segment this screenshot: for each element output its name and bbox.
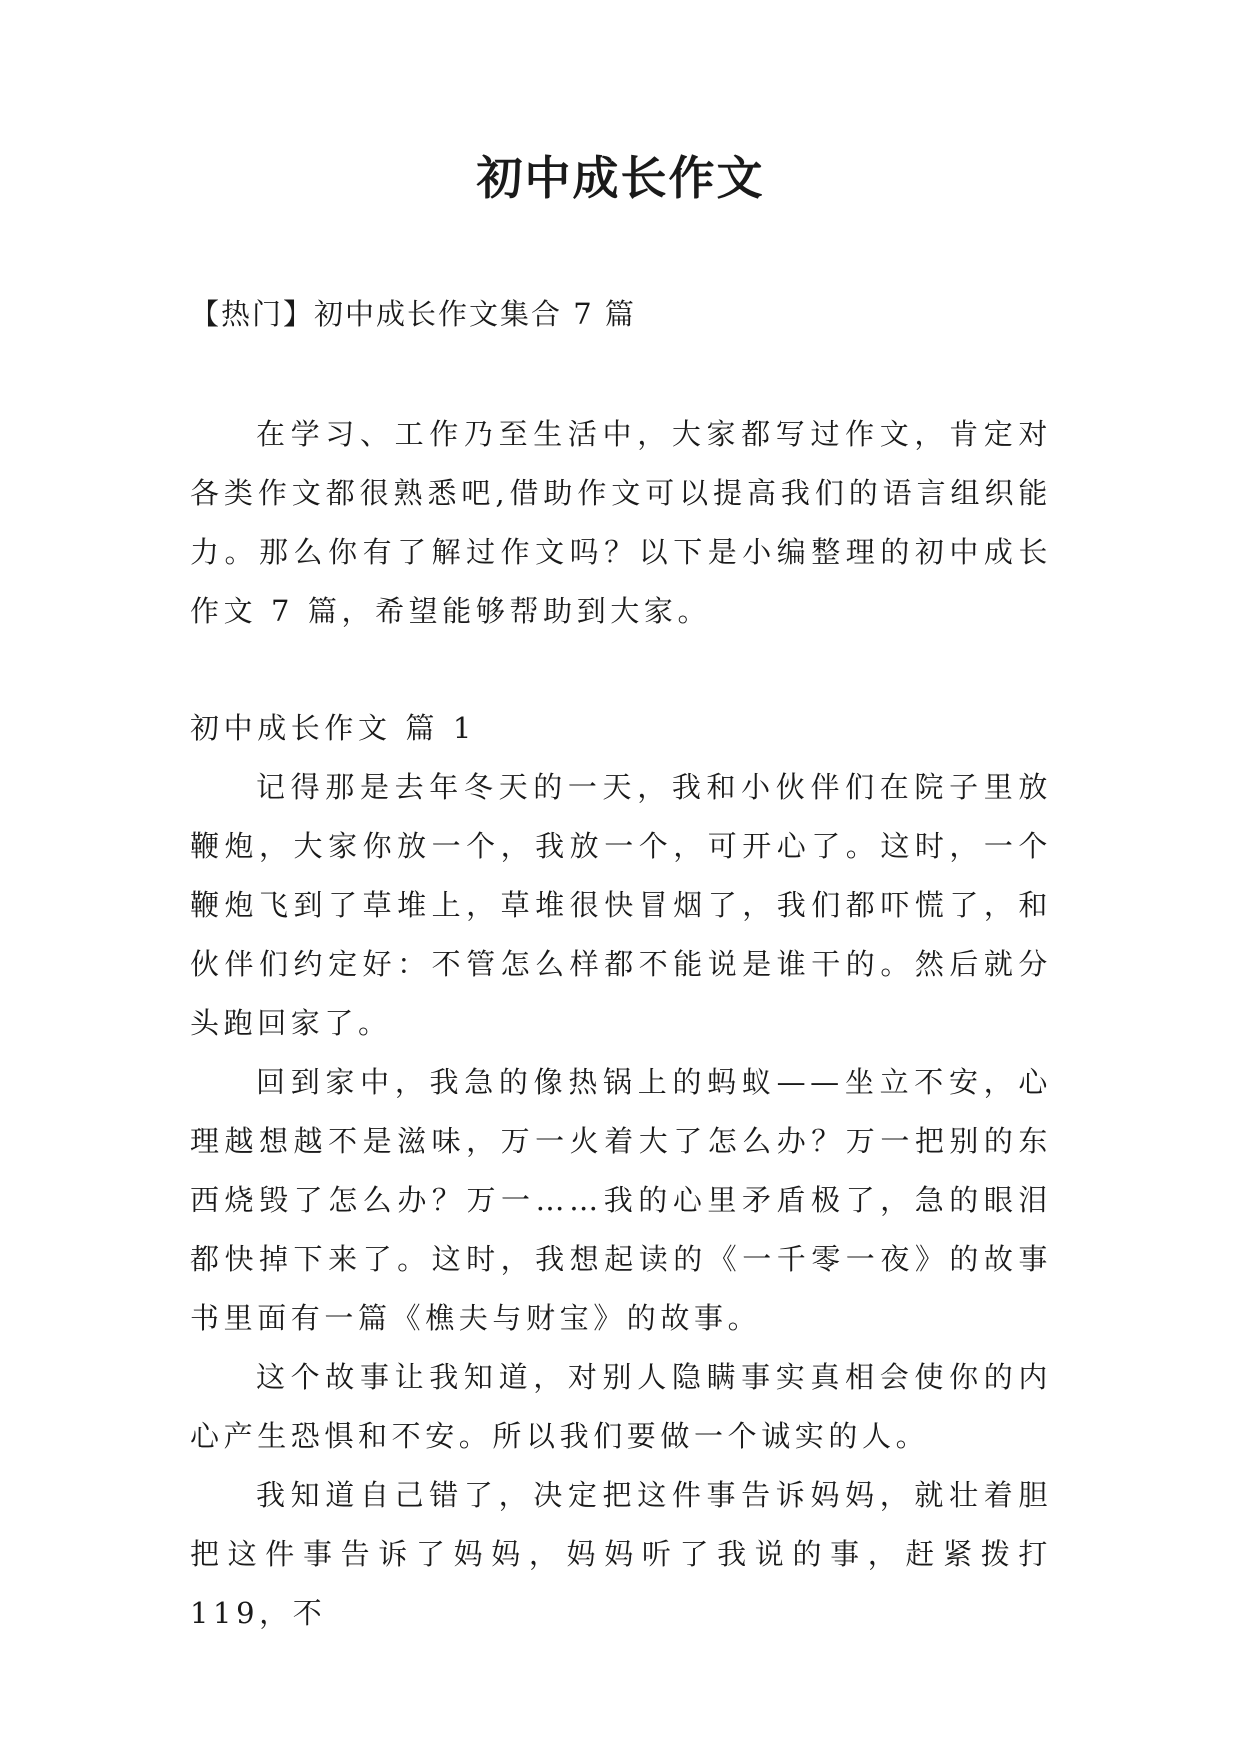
document-title: 初中成长作文 [476, 151, 765, 205]
essay-heading: 初中成长作文 篇 1 [190, 711, 476, 745]
essay-paragraph: 我知道自己错了，决定把这件事告诉妈妈，就壮着胆把这件事告诉了妈妈，妈妈听了我说的事，赶紧拨打 119，不 [190, 1478, 1052, 1630]
essay-paragraph: 回到家中，我急的像热锅上的蚂蚁——坐立不安，心理越想越不是滋味，万一火着大了怎么办？万一把别的东西烧毁了怎么办？万一……我的心里矛盾极了，急的眼泪都快掉下来了。这时，我想起读的《一千零一夜》的故事书里面有一篇《樵夫与财宝》的故事。 [190, 1065, 1052, 1335]
intro-section [190, 405, 1052, 641]
essay-paragraph: 记得那是去年冬天的一天，我和小伙伴们在院子里放鞭炮，大家你放一个，我放一个，可开心了。这时，一个鞭炮飞到了草堆上，草堆很快冒烟了，我们都吓慌了，和伙伴们约定好：不管怎么样都不能说是谁干的。然后就分头跑回家了。 [190, 770, 1052, 1040]
essay-paragraph: 这个故事让我知道，对别人隐瞒事实真相会使你的内心产生恐惧和不安。所以我们要做一个诚实的人。 [190, 1360, 1052, 1453]
essay-section [190, 699, 1052, 1643]
intro-paragraph: 在学习、工作乃至生活中，大家都写过作文，肯定对各类作文都很熟悉吧,借助作文可以提高我们的语言组织能力。那么你有了解过作文吗？以下是小编整理的初中成长作文 7 篇，希望能够帮助到大家。 [190, 417, 1052, 628]
document-subtitle: 【热门】初中成长作文集合 7 篇 [190, 297, 636, 331]
